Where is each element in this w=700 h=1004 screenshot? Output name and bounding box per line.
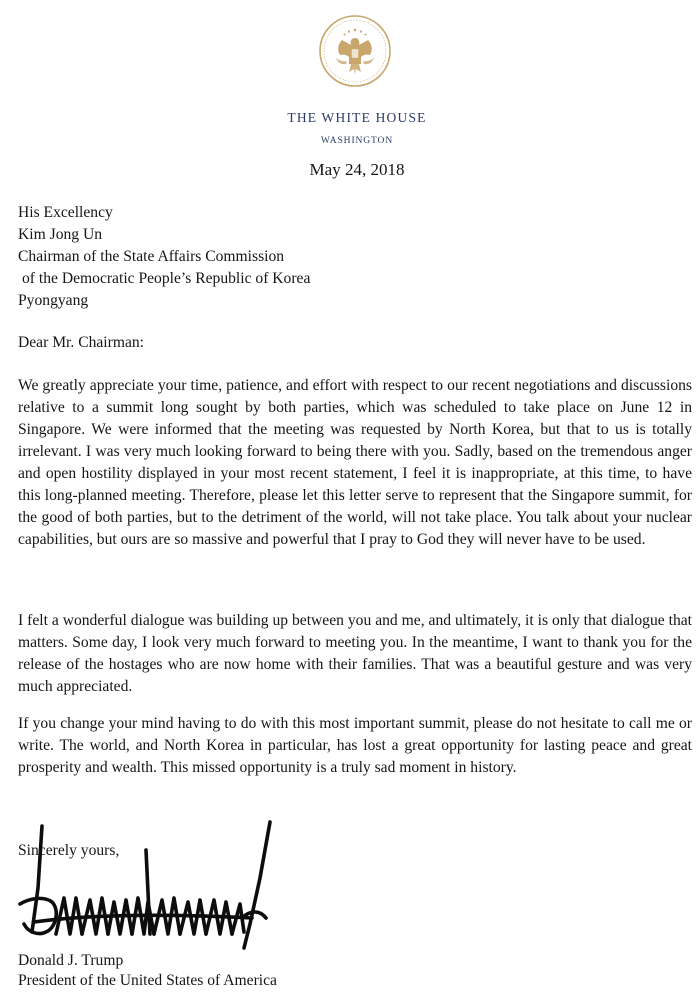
body-paragraph: We greatly appreciate your time, patience, and effort with respect to our recent negotiations and discussions relative to a summit long sought by both parties, which was scheduled to take place on June 12 in Singapore. We were informed that the meeting was requested by North Korea, but that to us is totally irrelevant. I was very much looking forward to being there with you. Sadly, based on the tremendous anger and open hostility displayed in your most recent statement, I feel it is inappropriate, at this time, to have this long-planned meeting. Therefore, please let this letter serve to represent that the Singapore summit, for the good of both parties, but to the detriment of the world, will not take place. You talk about your nuclear capabilities, but ours are so massive and powerful that I pray to God they will never have to be used. — [18, 377, 692, 548]
signer-name: Donald J. Trump — [18, 952, 124, 969]
addressee-line: Pyongyang — [18, 292, 89, 309]
letterhead-title: THE WHITE HOUSE — [287, 110, 427, 125]
presidential-seal-icon — [318, 14, 392, 88]
handwritten-signature-icon — [12, 818, 284, 952]
body-paragraph: If you change your mind having to do with this most important summit, please do not hesitate to call me or write. The world, and North Korea in particular, has lost a great opportunity for lasting peace and great prosperity and wealth. This missed opportunity is a truly sad moment in history. — [18, 715, 692, 776]
letter-date: May 24, 2018 — [309, 160, 405, 179]
letterhead-subtitle: WASHINGTON — [320, 136, 394, 146]
closing: Sincerely yours, — [18, 842, 120, 859]
addressee-line: His Excellency — [18, 204, 113, 221]
addressee-block — [18, 202, 692, 312]
salutation: Dear Mr. Chairman: — [18, 334, 145, 351]
body-paragraph: I felt a wonderful dialogue was building up between you and me, and ultimately, it is only that dialogue that matters. Some day, I look very much forward to meeting you. In the meantime, I want to thank you for the release of the hostages who are now home with their families. That was a beautiful gesture and was very much appreciated. — [18, 612, 692, 695]
addressee-line: Kim Jong Un — [18, 226, 103, 243]
addressee-line: Chairman of the State Affairs Commission — [18, 248, 285, 265]
addressee-line: of the Democratic People’s Republic of Korea — [22, 270, 311, 287]
signer-title: President of the United States of America — [18, 972, 277, 989]
